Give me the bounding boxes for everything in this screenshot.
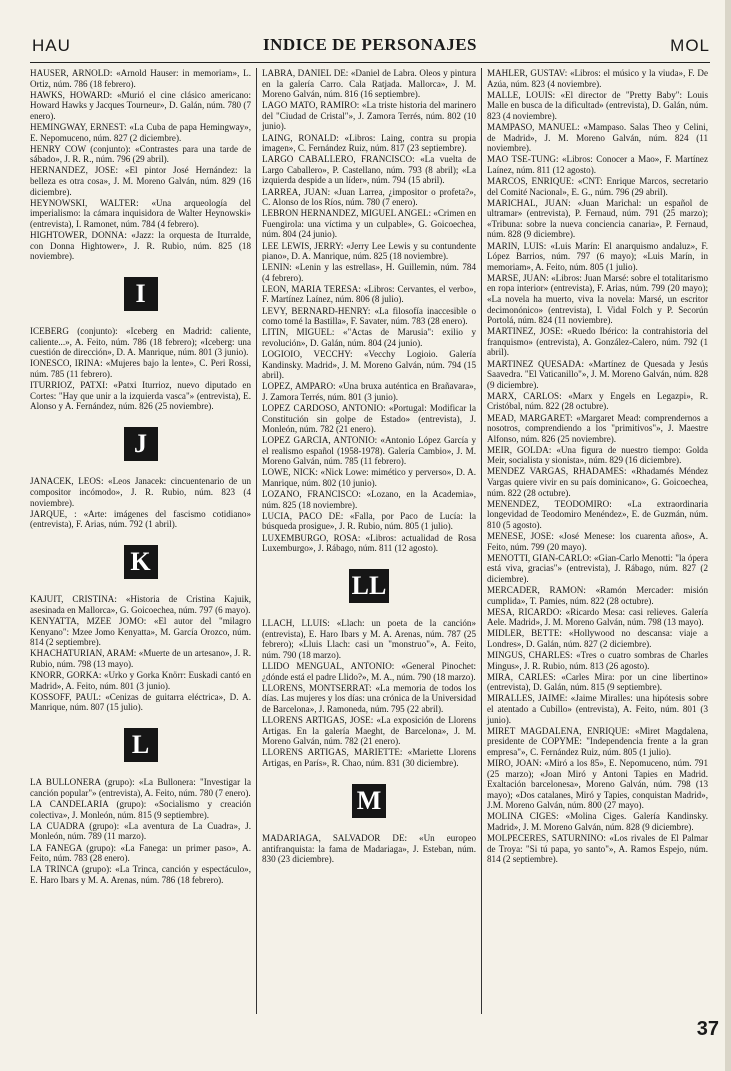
index-entry: LUCIA, PACO DE: «Falla, por Paco de Lucía: la búsqueda prosigue», J. R. Rubio, núm. 805 (1 julio).	[262, 510, 476, 532]
index-column-3	[482, 68, 708, 1014]
index-entry: KAJUIT, CRISTINA: «Historia de Cristina Kajuik, asesinada en Mallorca», G. Goicoechea, núm. 797 (6 mayo).	[30, 594, 251, 615]
index-entry: LLIDO MENGUAL, ANTONIO: «General Pinochet: ¿dónde está el padre Llido?», M. A., núm. 790 (18 marzo).	[262, 661, 476, 682]
index-entry: KNORR, GORKA: «Urko y Gorka Knörr: Euskadi cantó en Madrid», A. Feito, núm. 801 (3 junio).	[30, 670, 251, 691]
index-entry: LUXEMBURGO, ROSA: «Libros: actualidad de Rosa Luxemburgo», J. Rábago, núm. 811 (12 agosto).	[262, 532, 476, 554]
index-entry: LENIN: «Lenin y las estrellas», H. Guillemin, núm. 784 (4 febrero).	[262, 262, 476, 283]
index-entry: KOSSOFF, PAUL: «Cenizas de guitarra eléctrica», D. A. Manrique, núm. 807 (15 julio).	[30, 691, 251, 713]
page-number: 37	[696, 1018, 719, 1040]
section-letter-block	[30, 713, 251, 777]
index-entry: MARSE, JUAN: «Libros: Juan Marsé: sobre el totalitarismo en ropa interior» (entrevista), F. Arias, núm. 799 (20 mayo); «La novela ha muerto, viva la novela: Marsé, un escritor decimonónico» (entrevista), I. Vidal Folch y P. Secorún Portolá, núm. 824 (11 noviembre).	[487, 272, 708, 326]
index-entry: MARTINEZ QUESADA: «Martínez de Quesada y Jesús Saavedra. "El Vaticanillo"», J. M. Moreno Galván, núm. 828 (9 diciembre).	[487, 358, 708, 390]
index-entry: MEAD, MARGARET: «Margaret Mead: comprendernos a nosotros, comprendiendo a los "primitivos"», J. Maestre Alfonso, núm. 826 (25 noviembre).	[487, 412, 708, 444]
index-entry: MAO TSE-TUNG: «Libros: Conocer a Mao», F. Martínez Laínez, núm. 811 (12 agosto).	[487, 154, 708, 175]
header-rule	[30, 62, 710, 63]
index-entry: MAHLER, GUSTAV: «Libros: el músico y la viuda», F. De Azúa, núm. 823 (4 noviembre).	[487, 68, 708, 89]
index-entry: MAMPASO, MANUEL: «Mampaso. Salas Theo y Celini, de Madrid», J. M. Moreno Galván, núm. 824 (11 noviembre).	[487, 121, 708, 154]
index-entry: MARIN, LUIS: «Luis Marín: El anarquismo andaluz», F. López Barrios, núm. 797 (6 mayo); «Luis Marín, in memoriam», A. Feito, núm. 805 (1 julio).	[487, 240, 708, 272]
index-entry: MADARIAGA, SALVADOR DE: «Un europeo antifranquista: la fama de Madariaga», J. Esteban, núm. 830 (23 diciembre).	[262, 833, 476, 865]
header-range-start: HAU	[32, 36, 71, 55]
index-entry: MERCADER, RAMON: «Ramón Mercader: misión cumplida», T. Pamies, núm. 822 (28 octubre).	[487, 585, 708, 606]
index-entry: MIRALLES, JAIME: «Jaime Miralles: una hipótesis sobre el atentado a Cubillo» (entrevista), A. Feito, núm. 801 (3 junio).	[487, 693, 708, 725]
index-entry: MIDLER, BETTE: «Hollywood no descansa: viaje a Londres», D. Galán, núm. 827 (2 diciembre).	[487, 628, 708, 649]
section-letter: J	[124, 427, 158, 461]
index-entry: LLACH, LLUIS: «Llach: un poeta de la canción» (entrevista), E. Haro Ibars y M. A. Arenas, núm. 787 (25 febrero); «Lluis Llach: casi un "monstruo"», A. Feito, núm. 790 (18 marzo).	[262, 618, 476, 660]
index-entry: MARICHAL, JUAN: «Juan Marichal: un español de ultramar» (entrevista), P. Fernaud, núm. 791 (25 marzo); «Tribuna: sobre la nueva conciencia canaria», P. Fernaud, núm. 828 (9 diciembre).	[487, 197, 708, 240]
index-entry: LITIN, MIGUEL: «"Actas de Marusia": exilio y revolución», D. Galán, núm. 804 (24 junio).	[262, 327, 476, 348]
header-range-end: MOL	[670, 36, 710, 55]
index-entry: LABRA, DANIEL DE: «Daniel de Labra. Oleos y pintura en la galería Carro. Cala Ratjada. Mallorca», J. M. Moreno Galván, núm. 816 (16 septiembre).	[262, 68, 476, 100]
index-entry: LLORENS, MONTSERRAT: «La memoria de todos los días. Las mujeres y los días: una crónica de la Universidad de Barcelona», J. Ramoneda, núm. 795 (22 abril).	[262, 682, 476, 714]
index-entry: HEMINGWAY, ERNEST: «La Cuba de papa Hemingway», E. Nepomuceno, núm. 827 (2 diciembre).	[30, 121, 251, 143]
index-entry: MIRA, CARLES: «Carles Mira: por un cine libertino» (entrevista), D. Galán, núm. 815 (9 septiembre).	[487, 671, 708, 693]
index-entry: LARGO CABALLERO, FRANCISCO: «La vuelta de Largo Caballero», P. Castellano, núm. 793 (8 abril); «La izquierda despide a un líder», núm. 794 (15 abril).	[262, 154, 476, 186]
index-entry: LOGIOIO, VECCHY: «Vecchy Logioio. Galería Kandinsky. Madrid», J. M. Moreno Galván, núm. 794 (15 abril).	[262, 348, 476, 381]
index-entry: HENRY COW (conjunto): «Contrastes para una tarde de sábado», J. R. R., núm. 796 (29 abril).	[30, 143, 251, 165]
index-entry: HAUSER, ARNOLD: «Arnold Hauser: in memoriam», L. Ortiz, núm. 786 (18 febrero).	[30, 68, 251, 89]
index-entry: MENESE, JOSE: «José Menese: los cuarenta años», A. Feito, núm. 799 (20 mayo).	[487, 531, 708, 552]
section-letter-block	[30, 262, 251, 326]
index-entry: LOZANO, FRANCISCO: «Lozano, en la Academia», núm. 825 (18 noviembre).	[262, 489, 476, 510]
index-columns	[30, 68, 710, 1014]
index-entry: LA CANDELARIA (grupo): «Socialismo y creación colectiva», J. Monleón, núm. 815 (9 septiembre).	[30, 799, 251, 820]
index-entry: LEON, MARIA TERESA: «Libros: Cervantes, el verbo», F. Martínez Laínez, núm. 806 (8 julio).	[262, 283, 476, 305]
index-entry: LLORENS ARTIGAS, JOSE: «La exposición de Llorens Artigas. En la galería Maeght, de Barcelona», J. M. Moreno Galván, núm. 782 (21 enero).	[262, 715, 476, 747]
index-entry: HEYNOWSKI, WALTER: «Una arqueología del imperialismo: la cámara inquisidora de Walter Heynowski» (entrevista), I. Ramonet, núm. 784 (4 febrero).	[30, 197, 251, 229]
index-entry: LLORENS ARTIGAS, MARIETTE: «Mariette Llorens Artigas, en París», R. Chao, núm. 831 (30 diciembre).	[262, 747, 476, 768]
index-entry: LA BULLONERA (grupo): «La Bullonera: "Investigar la canción popular"» (entrevista), A. Feito, núm. 780 (7 enero).	[30, 777, 251, 799]
index-entry: JARQUE, : «Arte: imágenes del fascismo cotidiano» (entrevista), F. Arias, núm. 792 (1 abril).	[30, 508, 251, 530]
index-entry: LOPEZ CARDOSO, ANTONIO: «Portugal: Modificar la Constitución sin golpe de Estado» (entrevista), J. Monleón, núm. 782 (21 enero).	[262, 402, 476, 435]
index-entry: LAING, RONALD: «Libros: Laing, contra su propia imagen», C. Fernández Ruiz, núm. 817 (23 septiembre).	[262, 132, 476, 154]
index-entry: LOPEZ, AMPARO: «Una bruxa auténtica en Brañavara», J. Zamora Terrés, núm. 801 (3 junio).	[262, 381, 476, 402]
section-letter: I	[124, 277, 158, 311]
index-entry: LA CUADRA (grupo): «La aventura de La Cuadra», J. Monleón, núm. 789 (11 marzo).	[30, 820, 251, 842]
index-entry: MALLE, LOUIS: «El director de "Pretty Baby": Louis Malle en busca de la dificultad» (entrevista), D. Galán, núm. 823 (4 noviembre).	[487, 89, 708, 121]
section-letter-block	[30, 530, 251, 594]
index-entry: JANACEK, LEOS: «Leos Janacek: cincuentenario de un compositor incómodo», J. R. Rubio, núm. 823 (4 noviembre).	[30, 476, 251, 508]
index-entry: KHACHATURIAN, ARAM: «Muerte de un artesano», J. R. Rubio, núm. 798 (13 mayo).	[30, 648, 251, 669]
index-entry: ITURRIOZ, PATXI: «Patxi Iturrioz, nuevo diputado en Cortes: "Hay que unir a la izquierda vasca"» (entrevista), E. Alonso y A. Fernández, núm. 826 (25 noviembre).	[30, 380, 251, 412]
index-entry: LA FANEGA (grupo): «La Fanega: un primer paso», A. Feito, núm. 783 (28 enero).	[30, 842, 251, 864]
index-entry: LA TRINCA (grupo): «La Trinca, canción y espectáculo», E. Haro Ibars y M. A. Arenas, núm. 786 (18 febrero).	[30, 864, 251, 885]
page-edge	[725, 0, 731, 1071]
index-entry: HAWKS, HOWARD: «Murió el cine clásico americano: Howard Hawks y Jacques Tourneur», D. Galán, núm. 780 (7 enero).	[30, 89, 251, 121]
index-entry: MENOTTI, GIAN-CARLO: «Gian-Carlo Menotti: "la ópera está viva, gracias"» (entrevista), J. Rábago, núm. 827 (2 diciembre).	[487, 552, 708, 584]
page-header	[30, 30, 710, 62]
index-entry: IONESCO, IRINA: «Mujeres bajo la lente», C. Peri Rossi, núm. 785 (11 febrero).	[30, 358, 251, 380]
index-entry: MIRO, JOAN: «Miró a los 85», E. Nepomuceno, núm. 791 (25 marzo); «Joan Miró y Antoni Tapies en Madrid. Exaltación barcelonesa», Moreno Galván, núm. 798 (13 mayo); «Dos catalanes, Miró y Tapies, conquistan Madrid», J.M. Moreno Galván, núm. 800 (27 mayo).	[487, 758, 708, 811]
index-entry: MIRET MAGDALENA, ENRIQUE: «Miret Magdalena, presidente de COPYME: "Independencia frente a la gran empresa"», C. Fernández Ruiz, núm. 805 (1 julio).	[487, 725, 708, 757]
index-entry: MEIR, GOLDA: «Una figura de nuestro tiempo: Golda Meir, socialista y sionista», núm. 829 (16 diciembre).	[487, 444, 708, 466]
index-entry: MOLINA CIGES: «Molina Ciges. Galería Kandinsky. Madrid», J. M. Moreno Galván, núm. 828 (9 diciembre).	[487, 811, 708, 833]
index-entry: ICEBERG (conjunto): «Iceberg en Madrid: caliente, caliente...», A. Feito, núm. 786 (18 febrero); «Iceberg: una cuestión de dirección», D. A. Manrique, núm. 801 (3 junio).	[30, 326, 251, 358]
section-letter: M	[352, 784, 386, 818]
index-entry: MARTINEZ, JOSE: «Ruedo Ibérico: la contrahistoria del franquismo» (entrevista), A. González-Calero, núm. 792 (1 abril).	[487, 326, 708, 358]
index-entry: MENENDEZ, TEODOMIRO: «La extraordinaria longevidad de Teodomiro Menéndez», E. de Guzmán, núm. 810 (5 agosto).	[487, 498, 708, 530]
index-entry: LOWE, NICK: «Nick Lowe: mimético y perverso», D. A. Manrique, núm. 802 (10 junio).	[262, 467, 476, 489]
index-entry: MARX, CARLOS: «Marx y Engels en Legazpi», R. Cristóbal, núm. 822 (28 octubre).	[487, 390, 708, 412]
index-entry: MENDEZ VARGAS, RHADAMES: «Rhadamés Méndez Vargas quiere vivir en su país dominicano», G. Goicoechea, núm. 822 (28 octubre).	[487, 466, 708, 498]
index-column-1	[30, 68, 256, 1014]
index-entry: LEE LEWIS, JERRY: «Jerry Lee Lewis y su contundente piano», D. A. Manrique, núm. 825 (18 noviembre).	[262, 240, 476, 262]
section-letter: K	[124, 545, 158, 579]
page-title: INDICE DE PERSONAJES	[262, 35, 478, 54]
section-letter: LL	[349, 569, 389, 603]
index-column-2	[256, 68, 482, 1014]
index-entry: LAGO MATO, RAMIRO: «La triste historia del marinero del "Ciudad de Cristal"», J. Zamora Terrés, núm. 802 (10 junio).	[262, 100, 476, 132]
section-letter-block	[262, 769, 476, 833]
section-letter-block	[262, 554, 476, 618]
index-entry: KENYATTA, MZEE JOMO: «El autor del "milagro Kenyano": Mzee Jomo Kenyatta», M. García Orozco, núm. 814 (2 septiembre).	[30, 616, 251, 648]
index-entry: LARREA, JUAN: «Juan Larrea, ¿impositor o profeta?», C. Alonso de los Ríos, núm. 780 (7 enero).	[262, 186, 476, 208]
index-entry: LEVY, BERNARD-HENRY: «La filosofía inaccesible o como tomé la Bastilla», F. Savater, núm. 783 (28 enero).	[262, 305, 476, 327]
index-entry: MOLPECERES, SATURNINO: «Los rivales de El Palmar de Troya: "Si tú papa, yo santo"», A. Ramos Espejo, núm. 814 (2 septiembre).	[487, 833, 708, 865]
index-entry: MINGUS, CHARLES: «Tres o cuatro sombras de Charles Mingus», J. R. Rubio, núm. 813 (26 agosto).	[487, 650, 708, 671]
section-letter: L	[124, 728, 158, 762]
index-entry: LOPEZ GARCIA, ANTONIO: «Antonio López García y el realismo español (1958-1978). Galería Cambio», J. M. Moreno Galván, núm. 785 (11 febrero).	[262, 435, 476, 467]
index-entry: MARCOS, ENRIQUE: «CNT: Enrique Marcos, secretario del Comité Nacional», E. G., núm. 796 (29 abril).	[487, 175, 708, 197]
index-entry: HIGHTOWER, DONNA: «Jazz: la orquesta de Iturralde, con Donna Hightower», J. R. Rubio, núm. 825 (18 noviembre).	[30, 229, 251, 262]
section-letter-block	[30, 412, 251, 476]
index-entry: MESA, RICARDO: «Ricardo Mesa: casi relieves. Galería Aele. Madrid», J. M. Moreno Galván, núm. 798 (13 mayo).	[487, 606, 708, 628]
index-entry: HERNANDEZ, JOSE: «El pintor José Hernández: la belleza es otra cosa», J. M. Moreno Galván, núm. 829 (16 diciembre).	[30, 165, 251, 197]
index-entry: LEBRON HERNANDEZ, MIGUEL ANGEL: «Crimen en Fuengirola: una víctima y un culpable», G. Goicoechea, núm. 804 (24 junio).	[262, 208, 476, 240]
